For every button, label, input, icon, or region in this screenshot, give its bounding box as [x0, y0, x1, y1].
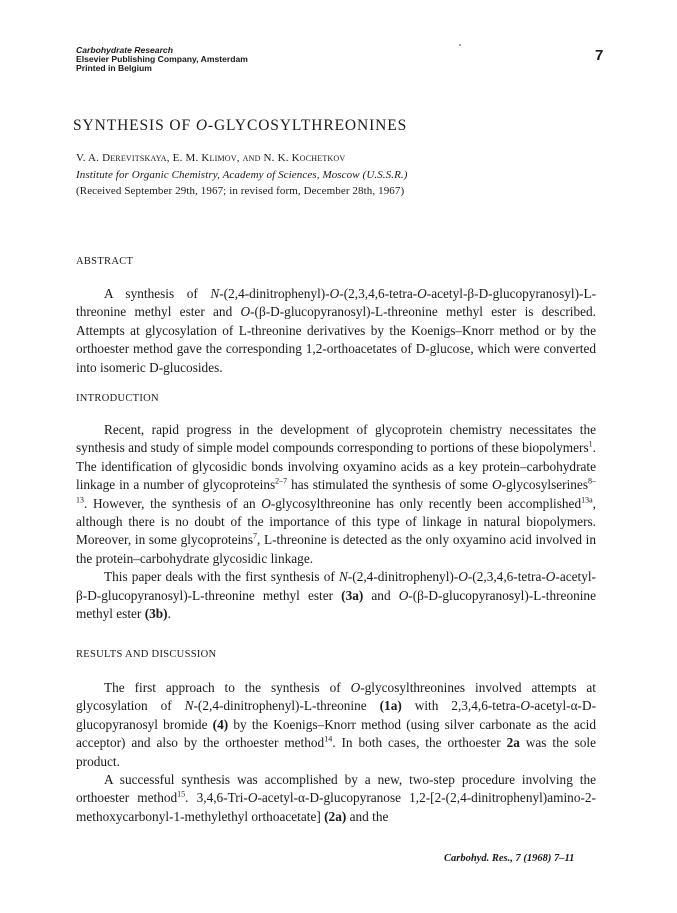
introduction-paragraph [76, 568, 596, 623]
text: . In both cases, the orthoester [332, 735, 507, 751]
introduction-heading: INTRODUCTION [76, 393, 159, 404]
text: O [240, 304, 251, 320]
results-paragraph [76, 679, 596, 771]
results-body [76, 679, 596, 826]
text: O [417, 286, 427, 301]
compound-label: (1a) [379, 698, 402, 714]
citation: 1 [588, 439, 593, 449]
text: -glycosylserines [501, 477, 588, 493]
text: O [398, 587, 409, 603]
introduction-paragraph [76, 421, 596, 568]
text: O [329, 286, 340, 301]
text: , although there is no doubt of the importance of this type of linkage in natural biopolymers. Moreover, in some glycoproteins [76, 495, 596, 548]
compound-label: (3a) [341, 587, 364, 603]
text: -acetyl-β-D-glucopyranosyl)-L-threonine methyl ester [76, 569, 596, 603]
text: This paper deals with the first synthesis of [104, 569, 339, 585]
compound-label: (4) [212, 716, 229, 732]
text: -acetyl-β-D-glucopyranosyl)-L-threonine methyl ester and [76, 286, 596, 320]
text: -(β-D-glucopyranosyl)-L-threonine methyl ester is described. Attempts at glycosylation of L-threonine derivatives by the Koenigs–Knorr method or by the orthoester method gave the corresponding 1,2-orthoacetates of D-glucose, which were converted into isomeric D-glucosides. [76, 304, 596, 375]
text: was the sole product. [76, 735, 596, 769]
journal-citation-footer: Carbohyd. Res., 7 (1968) 7–11 [444, 853, 575, 864]
abstract-body [76, 285, 596, 377]
text: O [520, 698, 530, 714]
text: O [247, 790, 258, 806]
text: -acetyl-α-D-glucopyranose 1,2-[2-(2,4-dinitrophenyl)amino-2-methoxycarbonyl-1-methylethyl orthoacetate] [76, 790, 596, 824]
affiliation: Institute for Organic Chemistry, Academy of Sciences, Moscow (U.S.S.R.) [76, 169, 408, 181]
text: Recent, rapid progress in the development of glycoprotein chemistry necessitates the synthesis and study of simple model compounds corresponding to portions of these biopolymers [76, 422, 596, 456]
citation: 8–13 [76, 476, 596, 505]
text: N [338, 569, 348, 585]
compound-label: 2a [506, 735, 520, 751]
publisher-info [76, 46, 248, 74]
results-paragraph [76, 771, 596, 826]
introduction-body [76, 421, 596, 623]
text: O [491, 477, 502, 493]
text: A successful synthesis was accomplished by a new, two-step procedure involving the orthoester method [76, 772, 596, 806]
compound-label: (2a) [324, 808, 347, 824]
text: . 3,4,6-Tri- [185, 790, 248, 806]
journal-name: Carbohydrate Research [76, 45, 173, 55]
text: -(2,4-dinitrophenyl)-L-threonine [193, 698, 380, 714]
citation: 2–7 [275, 476, 288, 486]
citation: 15 [177, 790, 186, 800]
text: . However, the synthesis of an [84, 495, 262, 511]
text: The first approach to the synthesis of [104, 680, 351, 695]
text: -acetyl-α-D-glucopyranosyl bromide [76, 698, 596, 732]
text: A synthesis of [104, 286, 211, 301]
text: . The identification of glycosidic bonds involving oxyamino acids as a key protein–carbohydrate linkage in a number of glycoproteins [76, 440, 596, 493]
article-title [73, 117, 407, 135]
text: O [261, 495, 271, 511]
speck [459, 44, 461, 46]
author-list [76, 152, 345, 164]
abstract-heading: ABSTRACT [76, 256, 134, 267]
text: . [167, 606, 171, 622]
text: O [350, 680, 361, 695]
compound-label: (3b) [144, 606, 168, 622]
text: -glycosylthreonines involved attempts at glycosylation of [76, 680, 597, 714]
citation: 14 [324, 734, 333, 744]
publisher-name: Elsevier Publishing Company, Amsterdam [76, 54, 248, 65]
printed-location: Printed in Belgium [76, 63, 152, 74]
text: and the [346, 808, 389, 824]
text: -glycosylthreonine has only recently been accomplished [270, 495, 582, 511]
text: N [210, 286, 220, 301]
text: and [363, 587, 399, 603]
title-text: -GLYCOSYLTHREONINES [207, 117, 408, 134]
page-number: 7 [595, 47, 604, 64]
citation: 13a [581, 495, 593, 505]
text: with 2,3,4,6-tetra- [401, 698, 521, 714]
received-date: (Received September 29th, 1967; in revised form, December 28th, 1967) [76, 185, 405, 197]
text: -(2,4-dinitrophenyl)- [219, 286, 330, 301]
text: O [545, 569, 556, 585]
title-text-italic: O [195, 117, 208, 134]
text: -(2,4-dinitrophenyl)- [347, 569, 459, 585]
abstract-paragraph [76, 285, 596, 377]
text: by the Koenigs–Knorr method (using silver carbonate as the acid acceptor) and also by the orthoester method [76, 716, 596, 751]
text: O [458, 569, 468, 585]
text: , L-threonine is detected as the only oxyamino acid involved in the protein–carbohydrate glycosidic linkage. [76, 532, 597, 566]
text: has stimulated the synthesis of some [287, 477, 492, 493]
text: -(2,3,4,6-tetra- [339, 286, 418, 301]
text: -(β-D-glucopyranosyl)-L-threonine methyl ester [76, 587, 596, 622]
text: -(2,3,4,6-tetra- [467, 569, 546, 585]
text: N [184, 698, 194, 714]
citation: 7 [253, 532, 257, 542]
authors-text: V. A. Derevitskaya, E. M. Klimov, and N. K. Kochetkov [76, 152, 346, 164]
results-heading: RESULTS AND DISCUSSION [76, 649, 217, 660]
title-text: SYNTHESIS OF [73, 117, 196, 134]
